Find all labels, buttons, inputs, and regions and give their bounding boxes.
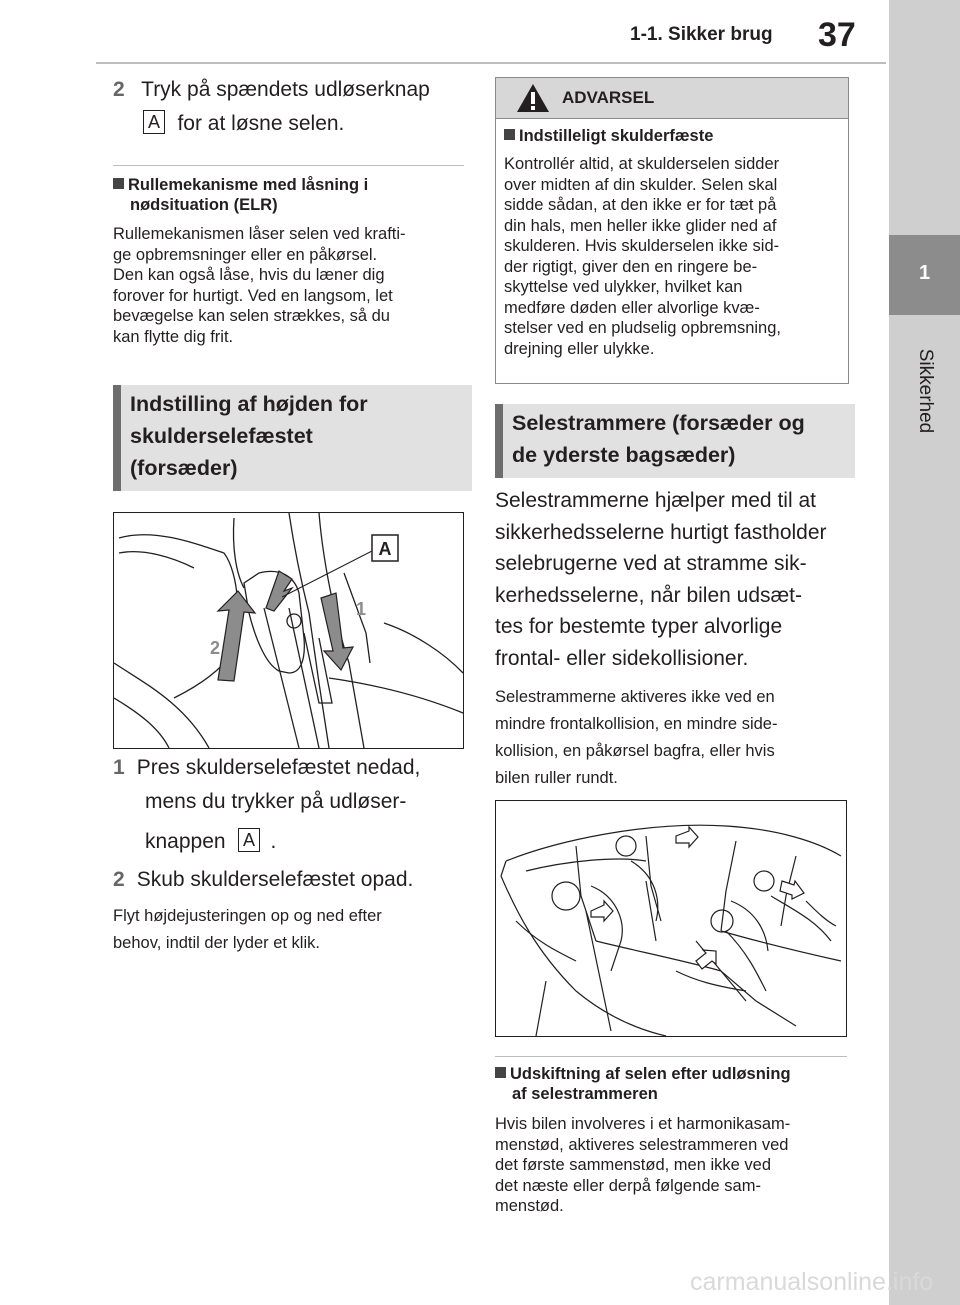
- figure-shoulder-anchor: [113, 512, 464, 749]
- elr-block: [113, 175, 468, 347]
- step-2-release-cont: [143, 108, 344, 139]
- elr-body-line: kan flytte dig frit.: [113, 327, 234, 346]
- elr-body-line: ge opbremsninger eller en påkørsel.: [113, 245, 378, 264]
- label-box-a: A: [143, 110, 165, 134]
- car-interior-illustration: [496, 801, 846, 1036]
- page-number: 37: [818, 16, 856, 54]
- step-number: 2: [113, 78, 125, 101]
- bullet-square-icon: [495, 1067, 506, 1078]
- chapter-label: Sikkerhed: [915, 348, 936, 434]
- step-text: for at løsne selen.: [177, 112, 345, 135]
- warning-header: ADVARSEL: [496, 78, 848, 119]
- elr-body-line: forover for hurtigt. Ved en langsom, let: [113, 286, 393, 305]
- section-title: 1-1. Sikker brug: [630, 24, 773, 45]
- figure-label-1: 1: [356, 599, 367, 619]
- chapter-number: 1: [918, 262, 931, 284]
- note-line: Flyt højdejusteringen op og ned efter: [113, 907, 382, 925]
- label-box-a: A: [238, 828, 260, 852]
- elr-body-line: Rullemekanismen låser selen ved krafti-: [113, 225, 406, 243]
- step-1-press: 1 Pres skulderselefæstet nedad, mens du trykker på udløser- knappen A . 2 Skub skulderselefæstet opad. Flyt højdejusteringen op og ned efter behov, indtil der lyder et klik.: [113, 752, 473, 957]
- step-2-release: [113, 74, 430, 105]
- warning-triangle-icon: [516, 83, 550, 113]
- note-line: behov, indtil der lyder et klik.: [113, 934, 320, 952]
- bullet-square-icon: [113, 178, 124, 189]
- warning-box: ADVARSEL Indstilleligt skulderfæste Kontrollér altid, at skulderselen sidder over midten af din skulder. Selen skal sidde sådan, at den ikke er for tæt på din hals, men heller ikke glider ned af skulderen. Hvis skulderselen ikke sid- der rigtigt, giver den en ringere be- skyttelse ved ulykker, hvilket kan medføre døden eller alvorlige kvæ- stelser ved en pludselig opbremsning, drejning eller ulykke.: [495, 77, 849, 384]
- divider: [113, 165, 464, 166]
- elr-body-line: bevægelse kan selen strækkes, så du: [113, 307, 390, 325]
- watermark: carmanualsonline.info: [690, 1268, 934, 1296]
- divider: [495, 1056, 847, 1057]
- shoulder-anchor-illustration: [114, 513, 463, 748]
- elr-body-line: Den kan også låse, hvis du læner dig: [113, 266, 385, 284]
- replace-block: Udskiftning af selen efter udløsning af selestrammeren Hvis bilen involveres i et harmonikasam- menstød, aktiveres selestrammeren ved det første sammenstød, men ikke ved det næste eller derpå følgende sam- menstød.: [495, 1065, 791, 1215]
- chapter-sidebar: [889, 0, 960, 1305]
- bullet-square-icon: [504, 129, 515, 140]
- step-text: Tryk på spændets udløserknap: [141, 78, 430, 101]
- pretensioner-intro: Selestrammerne hjælper med til at sikkerhedsselerne hurtigt fastholder selebrugerne ved at stramme sik- kerhedsselerne, når bilen udsæt- tes for bestemte typer alvorlige frontal- eller sidekollisioner. Selestrammerne aktiveres ikke ved en mindre frontalkollision, en mindre side- kollision, en påkørsel bagfra, eller hvis bilen ruller rundt.: [495, 489, 827, 787]
- header-rule: [96, 62, 886, 64]
- figure-label-a: A: [378, 539, 392, 559]
- elr-heading: Rullemekanisme med låsning i: [113, 175, 468, 195]
- section-heading-height: Indstilling af højden for skulderselefæstet (forsæder): [113, 385, 472, 491]
- elr-heading-cont: nødsituation (ELR): [130, 196, 278, 214]
- figure-label-2: 2: [210, 638, 221, 658]
- figure-pretensioner-car: [495, 800, 847, 1037]
- section-heading-pretensioner: Selestrammere (forsæder og de yderste bagsæder): [495, 404, 855, 478]
